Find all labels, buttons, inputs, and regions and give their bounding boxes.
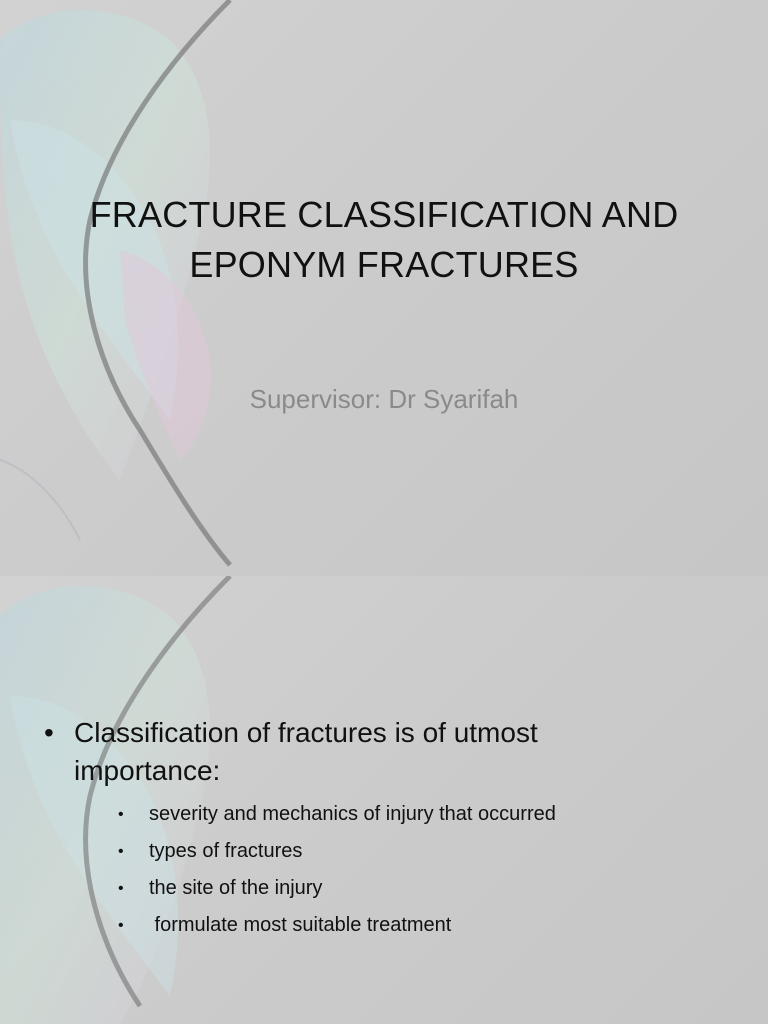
sub-bullet-marker: • [118, 880, 124, 898]
sub-bullet-item [118, 907, 734, 944]
sub-bullet-marker: • [118, 806, 124, 824]
slide-title [40, 190, 728, 291]
bullet-list [44, 714, 734, 944]
slide-subtitle: Supervisor: Dr Syarifah [249, 384, 519, 414]
sub-bullet-item [118, 796, 734, 833]
title-line-1: FRACTURE CLASSIFICATION AND [89, 194, 679, 235]
content-slide [0, 576, 768, 1024]
sub-bullet-marker: • [118, 917, 124, 935]
sub-bullet-text: types of fractures [149, 840, 303, 863]
title-line-2: EPONYM FRACTURES [189, 244, 579, 286]
main-bullet [44, 714, 734, 790]
main-bullet-line-2: importance: [74, 755, 221, 787]
sub-bullet-text: the site of the injury [149, 877, 323, 900]
bullet-marker: • [44, 717, 54, 748]
sub-bullet-list [118, 796, 734, 944]
main-bullet-line-1: Classification of fractures is of utmost [74, 717, 538, 748]
sub-bullet-text: severity and mechanics of injury that occurred [149, 803, 556, 826]
sub-bullet-item [118, 833, 734, 870]
sub-bullet-item [118, 870, 734, 907]
sub-bullet-text: formulate most suitable treatment [149, 914, 452, 937]
sub-bullet-marker: • [118, 843, 124, 861]
